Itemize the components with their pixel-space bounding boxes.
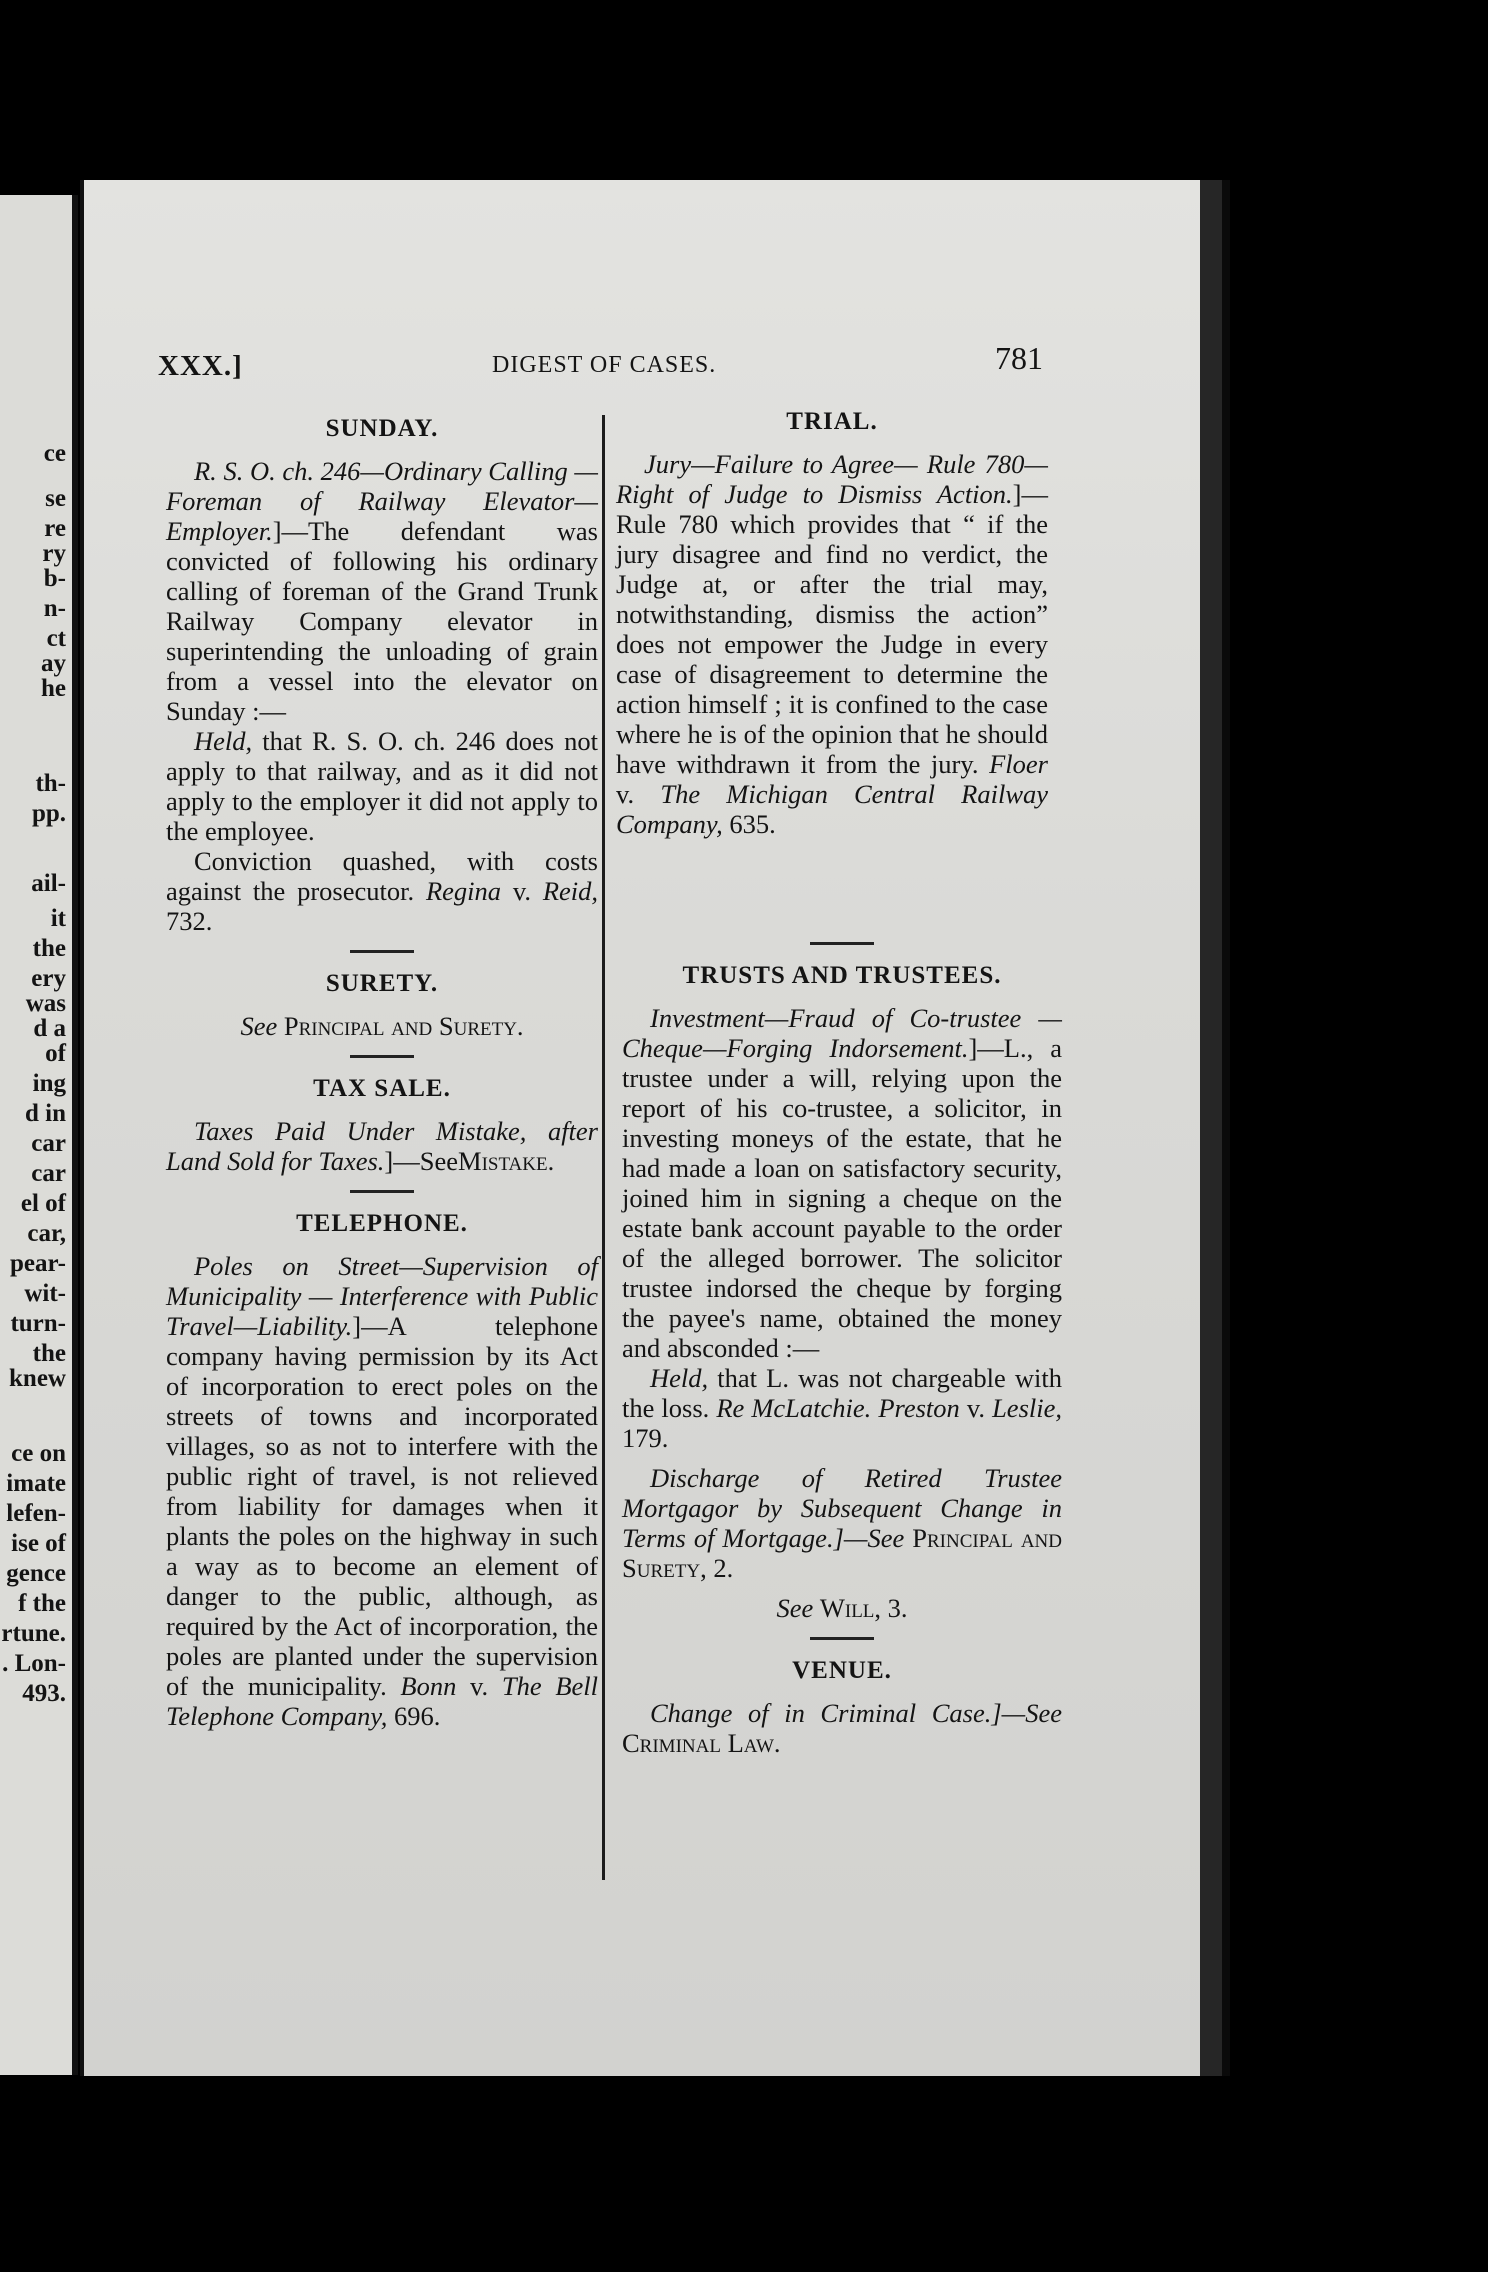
left-fragment-line: of — [45, 1040, 66, 1067]
left-fragment-line: ise of — [11, 1530, 66, 1557]
left-fragment-line: it — [50, 905, 66, 932]
separator — [350, 1055, 414, 1058]
right-column-lower — [622, 942, 1062, 1758]
left-fragment-line: n- — [43, 595, 66, 622]
left-fragment-line: gence — [6, 1560, 66, 1587]
page-number: 781 — [995, 340, 1043, 376]
heading-surety: SURETY. — [325, 970, 439, 997]
left-fragment-line: ery — [31, 965, 66, 992]
left-fragment-line: ing — [32, 1070, 66, 1097]
entry-telephone: Poles on Street—Supervision of Municipality — Interference with Public Travel—Liability.]—A telephone company having permission by its Act of incorporation to erect poles on the streets of towns and incorporated villages, so as not to interfere with the public right of travel, is not relieved from liability for damages when it plants the poles on the highway in such a way as to become an element of danger to the public, although, as required by the Act of incorporation, the poles are planted under the supervision of the municipality. Bonn v. The Bell Telephone Company, 696. — [166, 1251, 598, 1731]
left-fragment-line: ct — [46, 625, 66, 652]
left-fragment-line: el of — [20, 1190, 66, 1217]
left-fragment-line: d a — [33, 1015, 66, 1042]
left-fragment-line: re — [44, 515, 66, 542]
held-trusts: Held, that L. was not chargeable with the loss. Re McLatchie. Preston v. Leslie, 179. — [622, 1363, 1062, 1453]
left-fragment-line: pear- — [10, 1250, 66, 1277]
entry-trusts: Investment—Fraud of Co-trustee —Cheque—Forging Indorsement.]—L., a trustee under a will, relying upon the report of his co-trustee, a solicitor, in investing moneys of the estate, that he had made a loan on satisfactory security, joined him in signing a cheque on the estate bank account payable to the order of the alleged borrower. The solicitor trustee indorsed the cheque by forging the payee's name, obtained the money and absconded :— — [622, 1003, 1062, 1363]
heading-trial: TRIAL. — [786, 408, 878, 435]
left-fragment-line: ay — [41, 650, 66, 677]
entry-sunday: R. S. O. ch. 246—Ordinary Calling —Foreman of Railway Elevator— Employer.]—The defendant was convicted of following his ordinary calling of foreman of the Grand Trunk Railway Company elevator in superintending the unloading of grain from a vessel into the elevator on Sunday :— — [166, 456, 598, 726]
binding-rule — [72, 195, 78, 2075]
heading-trusts: TRUSTS AND TRUSTEES. — [682, 962, 1002, 989]
left-fragment-line: 493. — [22, 1680, 66, 1707]
left-fragment-line: car, — [27, 1220, 66, 1247]
left-fragment-line: d in — [24, 1100, 66, 1127]
right-column-top — [616, 405, 1048, 839]
left-fragment-line: ail- — [31, 870, 66, 897]
entry-tax-sale: Taxes Paid Under Mistake, after Land Sold for Taxes.]—SeeMistake. — [166, 1116, 598, 1176]
left-fragment-line: lefen- — [6, 1500, 66, 1527]
separator — [350, 1190, 414, 1193]
left-fragment-line: se — [45, 485, 66, 512]
left-fragment-line: was — [25, 990, 66, 1017]
left-fragment-line: car — [31, 1160, 66, 1187]
heading-telephone: TELEPHONE. — [296, 1210, 468, 1237]
entry-surety: See Principal and Surety. — [240, 1011, 524, 1041]
page-edge-dark — [1222, 180, 1230, 2076]
separator — [810, 1637, 874, 1640]
left-fragment-line: pp. — [31, 800, 66, 827]
left-fragment-line: ry — [42, 540, 66, 567]
heading-sunday: SUNDAY. — [325, 415, 439, 442]
left-fragment-line: he — [41, 675, 66, 702]
left-page-fragment — [0, 195, 78, 2075]
left-fragment-line: knew — [9, 1365, 66, 1392]
heading-venue: VENUE. — [792, 1657, 892, 1684]
left-fragment-line: f the — [18, 1590, 66, 1617]
running-head-volume: XXX.] — [158, 350, 243, 382]
entry-lead: R. S. O. ch. 246—Ordinary Calling —Foreman of Railway Elevator— Employer. — [166, 456, 598, 546]
conviction-sunday: Conviction quashed, with costs against the prosecutor. Regina v. Reid, 732. — [166, 846, 598, 936]
left-fragment-line: ce on — [11, 1440, 66, 1467]
left-fragment-line: . Lon- — [2, 1650, 66, 1677]
column-rule — [602, 415, 605, 1880]
held-sunday: Held, that R. S. O. ch. 246 does not apply to that railway, and as it did not apply to the employer it did not apply to the employee. — [166, 726, 598, 846]
separator — [350, 950, 414, 953]
left-column — [166, 412, 598, 1731]
left-fragment-line: the — [32, 1340, 66, 1367]
entry-trial: Jury—Failure to Agree— Rule 780—Right of Judge to Dismiss Action.]—Rule 780 which provides that “ if the jury disagree and find no verdict, the Judge at, or after the trial may, notwithstanding, dismiss the action” does not empower the Judge in every case of disagreement to determine the action himself ; it is confined to the case where he is of the opinion that he should have withdrawn it from the jury. Floer v. The Michigan Central Railway Company, 635. — [616, 449, 1049, 839]
left-fragment-line: imate — [6, 1470, 66, 1497]
entry-venue: Change of in Criminal Case.]—See Criminal Law. — [622, 1698, 1062, 1758]
left-fragment-line: turn- — [10, 1310, 66, 1337]
left-fragment-line: wit- — [24, 1280, 66, 1307]
separator — [810, 942, 874, 945]
left-fragment-line: b- — [43, 565, 66, 592]
entry-see-will: See Will, 3. — [776, 1593, 908, 1623]
left-fragment-line: car — [31, 1130, 66, 1157]
left-fragment-line: rtune. — [1, 1620, 66, 1647]
entry-discharge: Discharge of Retired Trustee Mortgagor by Subsequent Change in Terms of Mortgage.]—See Principal and Surety, 2. — [622, 1463, 1062, 1583]
running-head-title: DIGEST OF CASES. — [492, 352, 717, 378]
left-fragment-line: ce — [43, 440, 66, 467]
left-fragment-line: the — [32, 935, 66, 962]
heading-tax-sale: TAX SALE. — [313, 1075, 451, 1102]
left-fragment-line: th- — [35, 770, 66, 797]
